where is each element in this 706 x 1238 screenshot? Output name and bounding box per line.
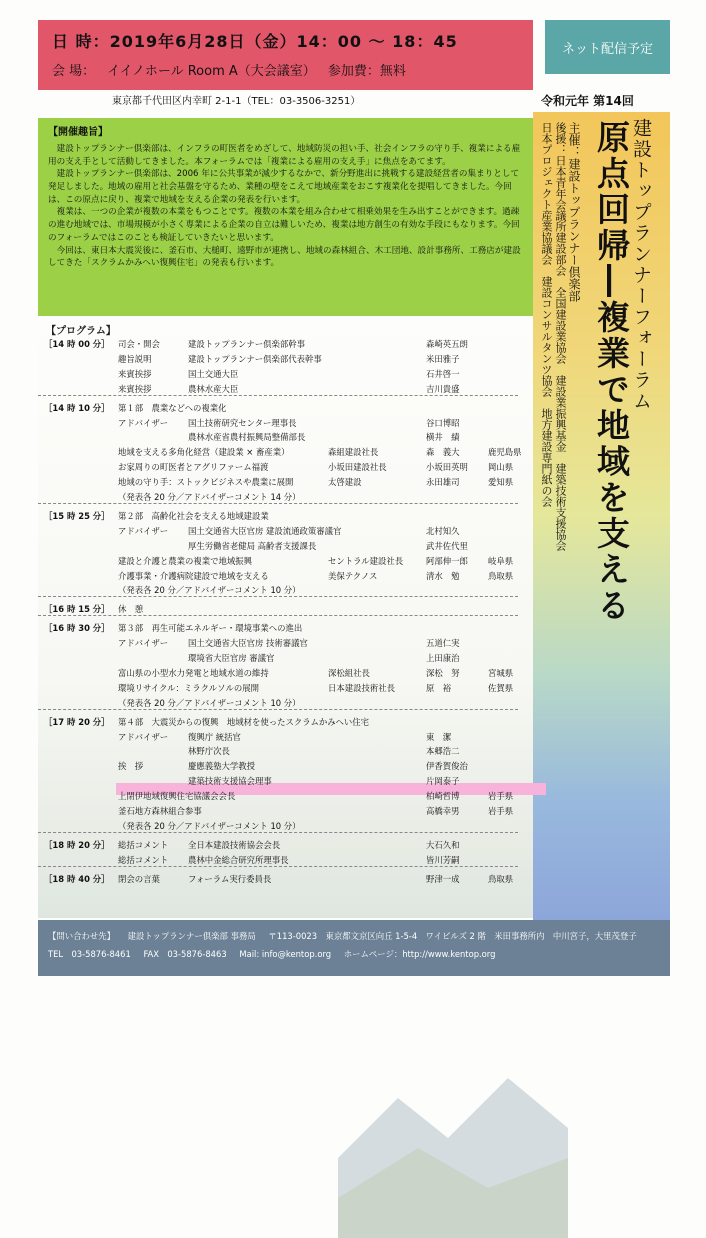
program-cell-b: 国土交通大臣 (188, 368, 239, 379)
program-cell-a: 上閉伊地域復興住宅協議会会長 (118, 791, 236, 802)
program-cell-a: 建設と介護と農業の複業で地域振興 (118, 555, 252, 566)
program-cell-c: 美保テクノス (328, 570, 378, 581)
contact-mail[interactable]: Mail: info@kentop.org (239, 949, 332, 959)
program-separator (38, 503, 518, 504)
program-cell-a: 司会・開会 (118, 339, 160, 349)
program-cell-e: 岡山県 (488, 462, 514, 473)
program-section (38, 318, 533, 918)
program-cell-d: 本郷浩二 (426, 746, 460, 757)
program-cell-d: 北村知久 (426, 525, 460, 536)
program-cell-d: 伊香賀俊治 (426, 761, 468, 772)
contact-details (48, 948, 660, 960)
program-cell-e: 岩手県 (488, 791, 514, 802)
program-cell-d: 谷口博昭 (426, 417, 460, 428)
purpose-paragraph: 建設トップランナー倶楽部は、2006 年に公共事業が減少するなかで、新分野進出に挑戦する建設経営者の集まりとして発足しました。地域の雇用と社会基盤を守るため、業種の壁をこえて地域産業をおこす複業化を提唱してきました。今回は、この原点に戻り、複業で地域を支える企業の発表を行います。 (48, 169, 520, 205)
date-time: 日 時：2019年6月28日（金）14：00 ～ 18：45 (52, 32, 458, 51)
program-cell-b: 国土交通省大臣官房 技術審議官 (188, 638, 308, 649)
program-cell-t: ［18 時 20 分］ (44, 839, 110, 850)
program-cell-t: ［14 時 10 分］ (44, 402, 110, 413)
program-cell-a: （発表各 20 分／アドバイザーコメント 10 分） (118, 697, 301, 708)
program-cell-b: フォーラム実行委員長 (188, 873, 272, 884)
program-cell-a: 釜石地方森林組合参事 (118, 806, 202, 816)
program-cell-b: 国土交通省大臣官房 建設流通政策審議官 (188, 525, 342, 536)
program-cell-a: （発表各 20 分／アドバイザーコメント 10 分） (118, 585, 301, 596)
supporters-2: 日本プロジェクト産業協議会 建設コンサルタンツ協会 地方建設専門紙の会 (540, 122, 553, 507)
venue-line (52, 60, 414, 79)
program-cell-d: 深松 努 (426, 667, 460, 678)
program-cell-d: 清水 勉 (426, 570, 460, 581)
program-cell-d: 小坂田英明 (426, 462, 468, 473)
purpose-heading: 【開催趣旨】 (48, 127, 108, 138)
edition-label: 令和元年 第14回 (541, 94, 634, 108)
program-cell-a: （発表各 20 分／アドバイザーコメント 14 分） (118, 492, 301, 502)
program-cell-a: アドバイザー (118, 417, 169, 428)
program-cell-a: 総括コメント (118, 854, 169, 865)
program-cell-a: 趣旨説明 (118, 353, 152, 364)
program-cell-d: 野津一成 (426, 873, 460, 884)
program-cell-a: 挨 拶 (118, 761, 144, 772)
program-cell-d: 柏崎哲博 (426, 791, 460, 802)
program-cell-a: 来賓挨拶 (118, 383, 152, 394)
program-cell-d: 高橋幸男 (426, 806, 460, 816)
program-cell-c: セントラル建設社長 (328, 555, 404, 566)
program-cell-d: 大石久和 (426, 839, 460, 850)
program-cell-d: 横井 績 (426, 432, 460, 443)
program-separator (38, 615, 518, 616)
program-separator (38, 395, 518, 396)
purpose-paragraph: 複業は、一つの企業が複数の本業をもつことです。複数の本業を組み合わせて相乗効果を生み出すことができます。過疎の進む地域では、市場規模が小さく専業による企業の自立は難しいため、複業は地方創生の有効な手段にもなります。今回のフォーラムではこのことも検証していきたいと思います。 (48, 207, 520, 243)
program-cell-a: 第２部 高齢化社会を支える地域建設業 (118, 510, 269, 521)
program-cell-b: 建設トップランナー倶楽部幹事 (188, 339, 305, 349)
program-cell-t: ［16 時 15 分］ (44, 604, 110, 615)
program-cell-a: 第４部 大震災からの復興 地域材を使ったスクラムかみへい住宅 (118, 716, 369, 727)
contact-label: 【問い合わせ先】 (48, 931, 115, 941)
program-cell-d: 武井佐代里 (426, 540, 468, 551)
program-separator (38, 596, 518, 597)
program-cell-a: アドバイザー (118, 525, 169, 536)
program-cell-a: お家周りの町医者とアグリファーム福渡 (118, 462, 269, 473)
program-cell-t: ［15 時 25 分］ (44, 510, 110, 521)
program-cell-d: 永田雄司 (426, 477, 460, 488)
program-cell-a: （発表各 20 分／アドバイザーコメント 10 分） (118, 820, 301, 831)
program-cell-d: 森崎英五朗 (426, 339, 468, 349)
streaming-badge: ネット配信予定 (545, 20, 670, 74)
contact-line (48, 930, 660, 942)
program-cell-b: 慶應義塾大学教授 (188, 761, 255, 772)
program-cell-b: 農林中金総合研究所理事長 (188, 854, 289, 865)
program-cell-c: 小坂田建設社長 (328, 462, 387, 473)
program-cell-t: ［18 時 40 分］ (44, 873, 110, 884)
program-cell-d: 阿部伸一郎 (426, 555, 468, 566)
program-cell-b: 環境省大臣官房 審議官 (188, 653, 275, 663)
program-cell-c: 深松組社長 (328, 667, 370, 678)
program-cell-d: 皆川芳嗣 (426, 854, 460, 865)
contact-footer (38, 920, 670, 976)
program-cell-d: 上田康治 (426, 653, 460, 663)
program-cell-e: 岩手県 (488, 806, 514, 816)
purpose-paragraph: 今回は、東日本大震災後に、釜石市、大槌町、遠野市が連携し、地域の森林組合、木工団地、設計事務所、工務店が建設してきた「スクラムかみへい復興住宅」の発表も行います。 (48, 245, 521, 269)
program-cell-a: アドバイザー (118, 638, 169, 649)
program-cell-b: 国土技術研究センター理事長 (188, 417, 297, 428)
program-cell-b: 農林水産大臣 (188, 383, 239, 394)
program-cell-a: アドバイザー (118, 731, 169, 742)
program-cell-a: 休 憩 (118, 604, 144, 615)
program-cell-d: 吉川貴盛 (426, 383, 460, 394)
mountain-illustration (338, 1018, 568, 1238)
program-cell-a: 第１部 農業などへの複業化 (118, 402, 227, 413)
program-cell-b: 復興庁 統括官 (188, 731, 241, 742)
program-cell-d: 東 潔 (426, 731, 452, 742)
program-cell-e: 宮城県 (488, 667, 514, 678)
program-cell-b: 全日本建設技術協会会長 (188, 839, 281, 850)
program-cell-t: ［16 時 30 分］ (44, 623, 110, 634)
program-cell-a: 総括コメント (118, 839, 169, 850)
venue-address: 東京都千代田区内幸町 2-1-1（TEL：03-3506-3251） (112, 96, 361, 107)
contact-tel: TEL 03-5876-8461 (48, 949, 131, 959)
contact-fax: FAX 03-5876-8463 (143, 949, 227, 959)
program-separator (38, 832, 518, 833)
program-cell-a: 閉会の言葉 (118, 873, 160, 884)
program-cell-d: 片岡泰子 (426, 776, 460, 787)
program-separator (38, 709, 518, 710)
program-cell-a: 第３部 再生可能エネルギー・環境事業への進出 (118, 623, 303, 634)
contact-address: 〒113-0023 東京都文京区向丘 1-5-4 ワイビルズ 2 階 米田事務所内 中川宮子，大里茂登子 (268, 931, 637, 941)
program-cell-b: 農林水産省農村振興局整備部長 (188, 432, 306, 443)
program-cell-a: 介護事業・介護病院建設で地域を支える (118, 570, 269, 581)
forum-title: 原点回帰―複業で地域を支える (592, 120, 631, 624)
program-cell-e: 佐賀県 (488, 682, 514, 693)
program-cell-a: 環境リサイクル：ミラクルソルの展開 (118, 682, 259, 693)
program-cell-e: 鳥取県 (488, 570, 514, 581)
program-cell-d: 石井啓一 (426, 368, 460, 379)
program-cell-a: 来賓挨拶 (118, 368, 152, 379)
program-cell-b: 建築技術支援協会理事 (188, 776, 272, 787)
program-cell-a: 富山県の小型水力発電と地域水道の維持 (118, 667, 269, 678)
program-cell-d: 森 義大 (426, 447, 460, 458)
program-cell-d: 米田雅子 (426, 353, 460, 364)
venue-name: イイノホール Room A（大会議室） (107, 64, 316, 79)
program-cell-e: 鳥取県 (488, 873, 514, 884)
program-cell-c: 森組建設社長 (328, 447, 379, 458)
venue-label: 会 場： (52, 64, 96, 79)
sponsor: 主催：建設トップランナー倶楽部 (567, 122, 581, 302)
supporters: 後援：日本青年会議所建設部会 全国建設業協会 建設業振興基金 建築技術支援協会 (554, 122, 567, 551)
program-cell-d: 原 裕 (426, 682, 452, 693)
program-separator (38, 866, 518, 867)
program-cell-b: 建設トップランナー倶楽部代表幹事 (188, 353, 322, 364)
purpose-paragraph: 建設トップランナー倶楽部は、インフラの町医者をめざして、地域防災の担い手、社会インフラの守り手、複業による雇用の支え手として活動してきました。本フォーラムでは「複業による雇用の支え手」に焦点をあてます。 (48, 143, 521, 167)
program-cell-c: 太啓建設 (328, 477, 362, 488)
program-cell-a: 地域の守り手：ストックビジネスや農業に展開 (118, 477, 294, 488)
purpose-section (38, 118, 533, 316)
program-cell-d: 五道仁実 (426, 638, 460, 649)
fee: 参加費：無料 (327, 64, 406, 79)
program-cell-t: ［17 時 20 分］ (44, 716, 110, 727)
program-cell-e: 鹿児島県 (488, 447, 522, 458)
program-cell-e: 岐阜県 (488, 555, 514, 566)
event-header (38, 20, 533, 90)
program-cell-b: 厚生労働省老健局 高齢者支援課長 (188, 540, 317, 551)
contact-org: 建設トップランナー倶楽部 事務局 (127, 931, 256, 941)
contact-web[interactable]: ホームページ：http://www.kentop.org (343, 949, 496, 959)
program-heading: 【プログラム】 (46, 326, 116, 337)
forum-name: 建設トップランナーフォーラム (630, 118, 652, 412)
program-cell-a: 地域を支える多角化経営（建設業 × 畜産業） (118, 447, 290, 458)
program-cell-c: 日本建設技術社長 (328, 682, 395, 693)
program-cell-t: ［14 時 00 分］ (44, 339, 110, 349)
program-cell-b: 林野庁次長 (188, 746, 230, 757)
program-cell-e: 愛知県 (488, 477, 514, 488)
